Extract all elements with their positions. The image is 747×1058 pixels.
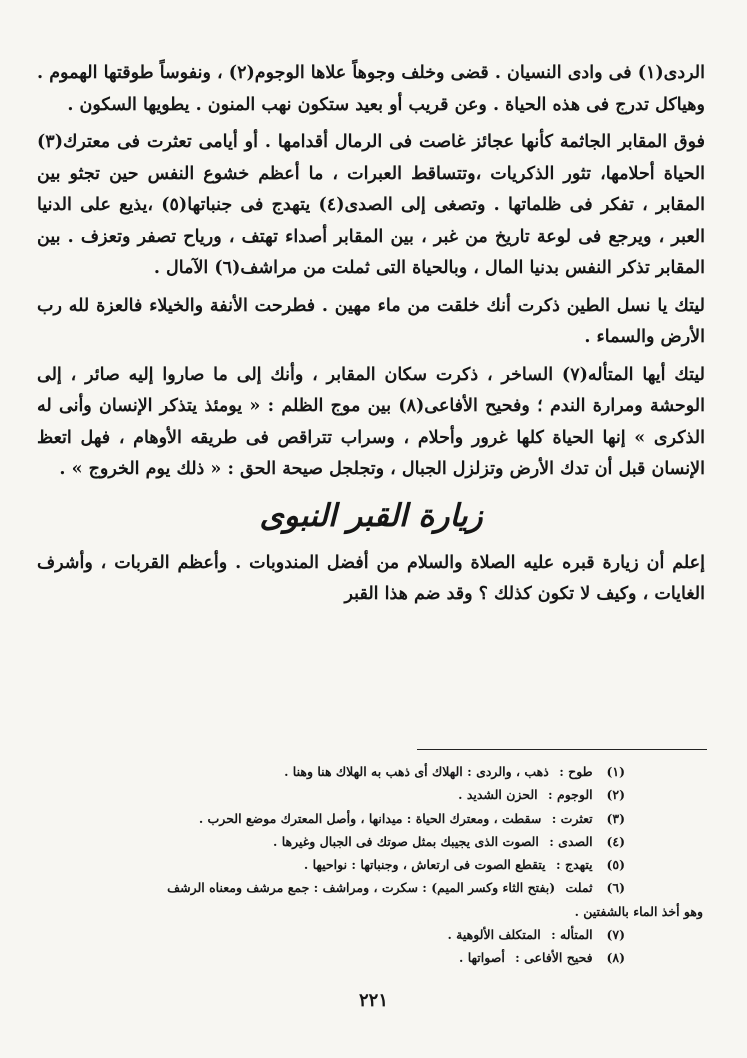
footnote-term: الصدى : [549,833,593,849]
footnote-number: (٣) [606,810,625,826]
footnote-text: الحزن الشديد . [458,787,538,803]
footnote-number: (١) [606,764,625,779]
paragraph-1: الردى(١) فى وادى النسيان . قضى وخلف وجوهاً علاها الوجوم(٢) ، ونفوساً طوقتها الهموم . وهياكل تدرج فى هذه الحياة . وعن قريب أو بعيد ستكون نهب المنون . يطويها السكون . [37,63,705,115]
footnote-number: (٢) [606,787,625,803]
footnote-7 [40,923,625,946]
footnote-text: المتكلف الألوهية . [447,927,541,943]
footnote-6 [40,876,625,899]
footnote-8 [40,946,625,969]
footnote-text: سقطت ، ومعترك الحياة : ميدانها ، وأصل المعترك موضع الحرب . [198,810,542,826]
paragraph-4: ليتك أيها المتأله(٧) الساخر ، ذكرت سكان المقابر ، وأنك إلى ما صاروا إليه صائر ، إلى الوحشة ومرارة الندم ؛ وفحيح الأفاعى(٨) بين موج الظلم : « يومئذ يتذكر الإنسان وأنى له الذكرى » إنها الحياة كلها غرور وأحلام ، وسراب تتراقص فى طريقه الأوهام ، فهل اتعظ الإنسان قبل أن تدك الأرض وتزلزل الجبال ، وتجلجل صيحة الحق : « ذلك يوم الخروج » . [37,364,705,479]
footnote-term: ثملت [565,880,593,896]
footnote-number: (٤) [606,833,625,849]
footnote-4 [40,830,625,853]
footnote-text: أصواتها . [459,950,505,966]
footnote-text: (بفتح الثاء وكسر الميم) : سكرت ، ومراشف : جمع مرشف ومعناه الرشف [167,880,556,896]
footnote-term: فحيح الأفاعى : [515,950,593,966]
footnote-term: تعثرت : [551,810,593,826]
paragraph-2: فوق المقابر الجاثمة كأنها عجائز غاصت فى الرمال أقدامها . أو أيامى تعثرت فى معترك(٣) الحياة أحلامها، تثور الذكريات ،وتتساقط العبرات ، ما أعظم خشوع النفس حين تجثو بين المقابر ، تفكر فى ظلماتها . وتصغى إلى الصدى(٤) يتهدج فى جنباتها(٥) ،يذيع على الدنيا العبر ، ويرجع فى لوعة تاريخ من غبر ، بين المقابر أصداء تهتف ، ورياح تصفر وتعزف . بين المقابر تذكر النفس بدنيا المال ، وبالحياة التى ثملت من مراشف(٦) الآمال . [37,132,705,278]
footnote-text: وهو أخذ الماء بالشفتين . [574,903,703,919]
footnote-number: (٥) [606,857,625,873]
footnote-term: الوجوم : [548,787,593,803]
footnotes [40,760,703,970]
footnote-text: يتقطع الصوت فى ارتعاش ، وجنباتها : نواحيها . [303,857,546,873]
footnote-number: (٦) [606,880,625,896]
paragraph-5: إعلم أن زيارة قبره عليه الصلاة والسلام من أفضل المندوبات . وأعظم القربات ، وأشرف الغايات ، وكيف لا تكون كذلك ؟ وقد ضم هذا القبر [37,552,705,604]
footnote-term: المتأله : [551,927,593,943]
footnote-3 [40,807,625,830]
footnote-5 [40,853,625,876]
footnote-term: طوح : [559,764,593,779]
footnote-text: الصوت الذى يجيبك بمثل صوتك فى الجبال وغيرها . [272,833,539,849]
footnote-text: ذهب ، والردى : الهلاك أى ذهب به الهلاك هنا وهنا . [284,764,549,779]
footnote-divider [417,749,707,750]
page-number: ٢٢١ [358,990,388,1011]
footnote-term: يتهدج : [556,857,593,873]
footnote-number: (٨) [606,950,625,966]
footnote-1 [40,760,625,783]
footnote-number: (٧) [606,927,625,943]
main-text [37,58,705,611]
section-heading: زيارة القبر النبوى [259,497,483,534]
footnote-2 [40,783,625,806]
footnote-6-continuation [40,900,703,923]
paragraph-3: ليتك يا نسل الطين ذكرت أنك خلقت من ماء مهين . فطرحت الأنفة والخيلاء فالعزة لله رب الأرض والسماء . [37,295,705,347]
